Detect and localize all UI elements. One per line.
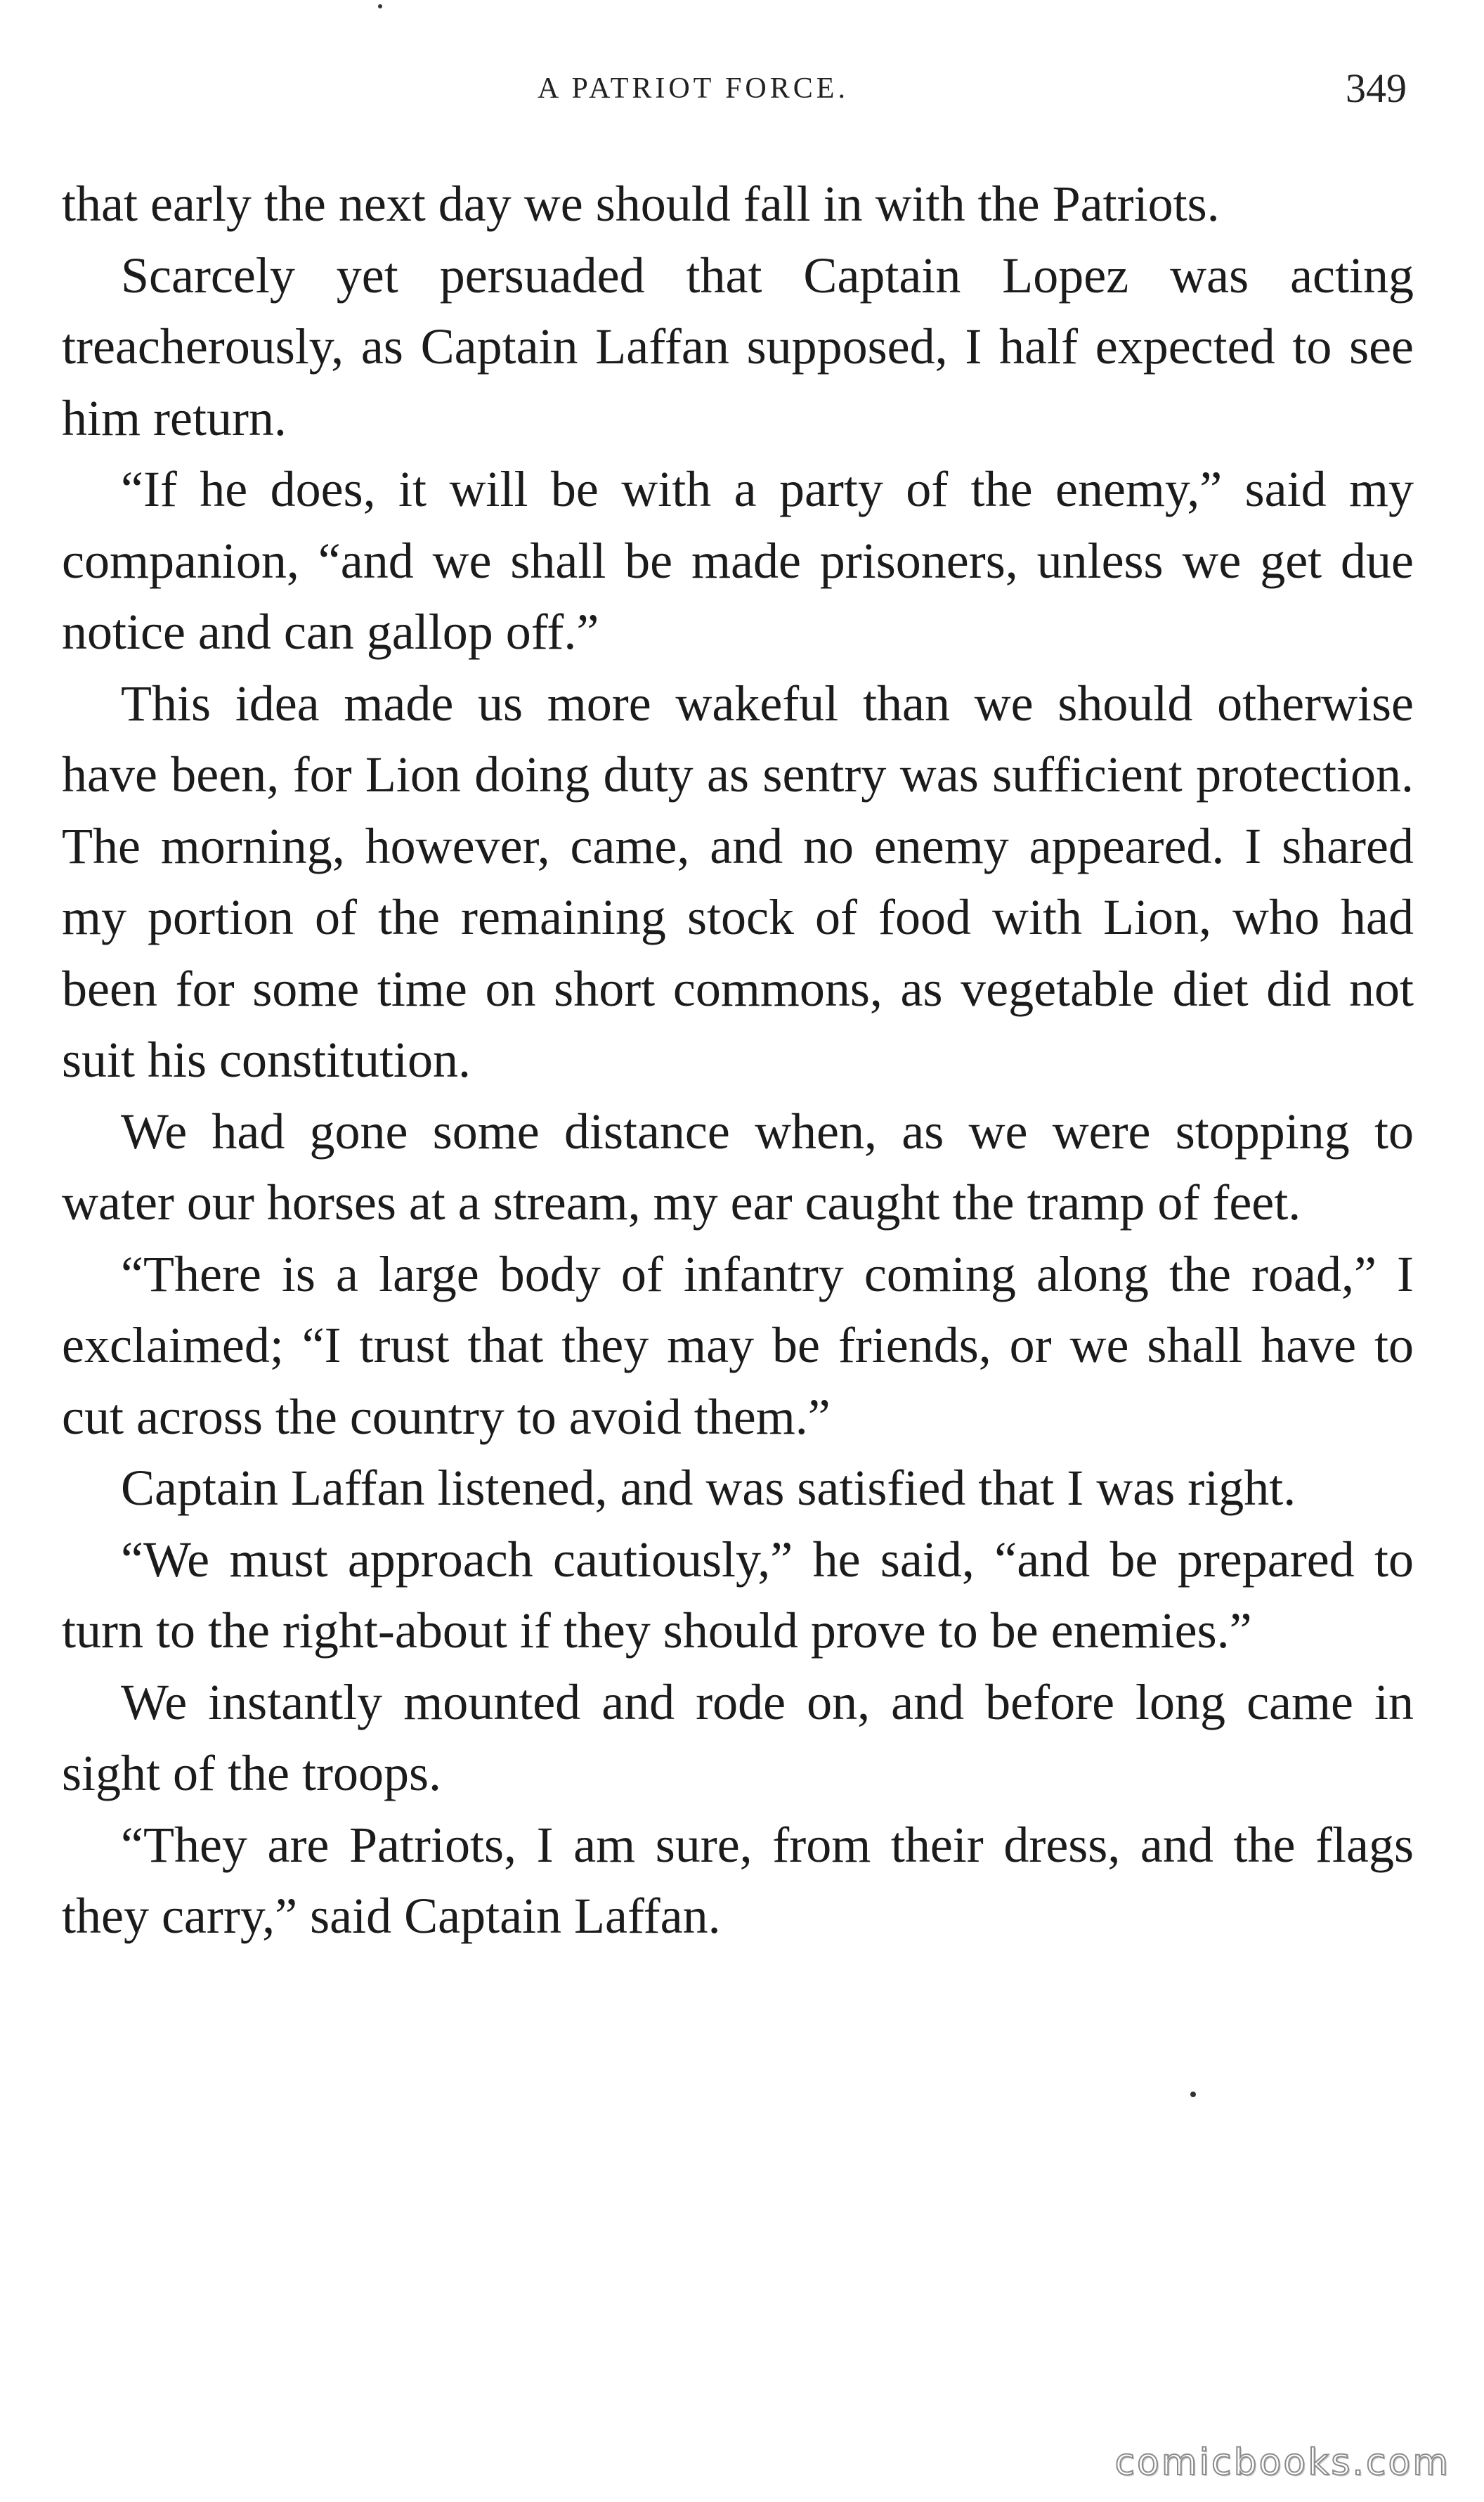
paragraph-10: “They are Patriots, I am sure, from their dress, and the flags they carry,” said Captain Laffan. [62, 1816, 1414, 1944]
paragraph-7: Captain Laffan listened, and was satisfied that I was right. [121, 1460, 1296, 1516]
print-speck [378, 4, 382, 8]
paragraph-5: We had gone some distance when, as we were stopping to water our horses at a stream, my ear caught the tramp of feet. [62, 1103, 1414, 1231]
paragraph-9: We instantly mounted and rode on, and before long came in sight of the troops. [62, 1673, 1414, 1801]
watermark-text: comicbooks.com [1114, 2442, 1450, 2484]
paragraph-6: “There is a large body of infantry coming along the road,” I exclaimed; “I trust that they may be friends, or we shall have to cut across the country to avoid them.” [62, 1245, 1414, 1445]
paragraph-4: This idea made us more wakeful than we should otherwise have been, for Lion doing duty as sentry was sufficient protection. The morning, however, came, and no enemy appeared. I shared my portion of the remaining stock of food with Lion, who had been for some time on short commons, as vegetable diet did not suit his constitution. [62, 675, 1414, 1088]
running-head [0, 65, 1484, 128]
paragraph-1: that early the next day we should fall in with the Patriots. [62, 176, 1220, 232]
paragraph-3: “If he does, it will be with a party of the enemy,” said my companion, “and we shall be made prisoners, unless we get due notice and can gallop off.” [62, 461, 1414, 660]
print-speck [1190, 2092, 1196, 2097]
paragraph-8: “We must approach cautiously,” he said, “and be prepared to turn to the right-about if they should prove to be enemies.” [62, 1531, 1414, 1659]
running-title: A PATRIOT FORCE. [538, 72, 849, 105]
page-number: 349 [1346, 65, 1407, 111]
body-text [62, 169, 1414, 1952]
paragraph-2: Scarcely yet persuaded that Captain Lopez was acting treacherously, as Captain Laffan supposed, I half expected to see him return. [62, 247, 1414, 446]
